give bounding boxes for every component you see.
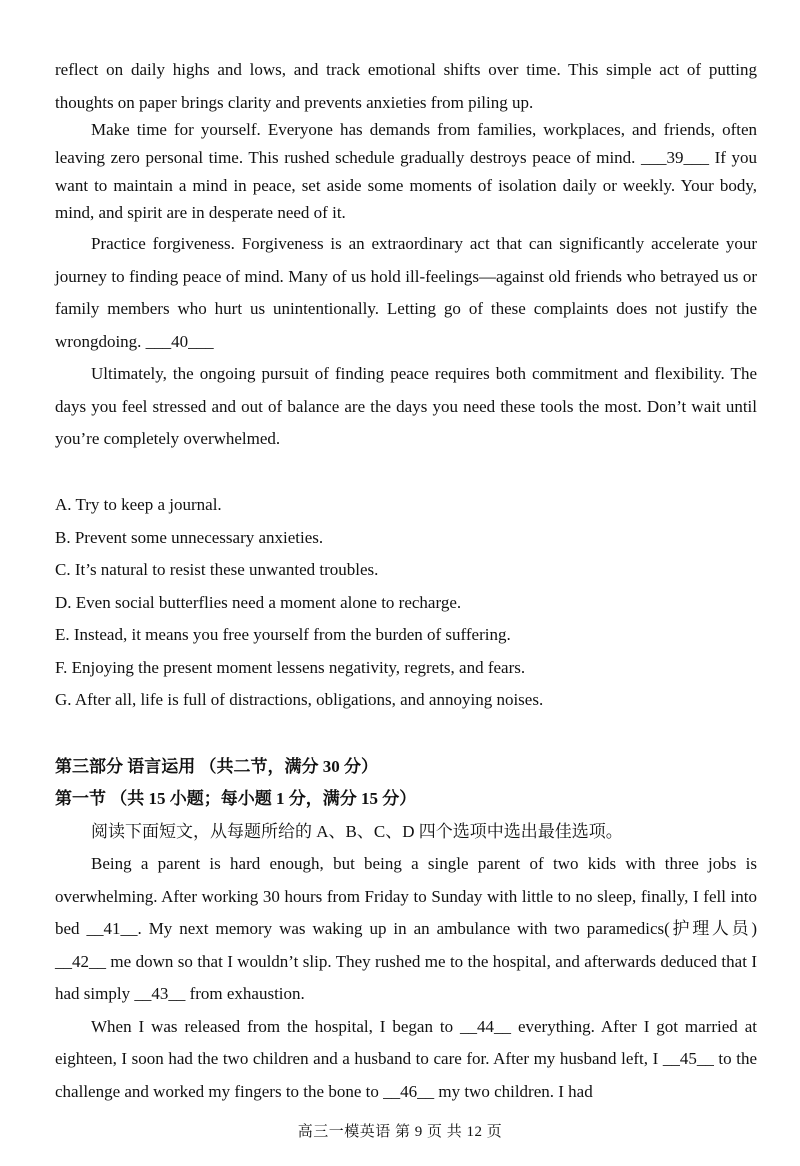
passage-section-4: [55, 358, 757, 456]
section-title: 第一节 （共 15 小题；每小题 1 分，满分 15 分）: [55, 789, 417, 809]
option-c: C. It’s natural to resist these unwanted troubles.: [55, 560, 379, 579]
part-title: 第三部分 语言运用 （共二节，满分 30 分）: [55, 757, 378, 776]
cloze-paragraph: Being a parent is hard enough, but being a single parent of two kids with three jobs is overwhelming. After working 30 hours from Friday to Sunday with little to no sleep, finally, I fell into bed __41__. My next memory was waking up in an ambulance with two paramedics(护理人员) __42__ me down so that I wouldn’t slip. They rushed me to the hospital, and afterwards deduced that I had simply __43__ from exhaustion.: [55, 854, 757, 1004]
instruction: 阅读下面短文，从每题所给的 A、B、C、D 四个选项中选出最佳选项。: [91, 821, 623, 841]
option-b: B. Prevent some unnecessary anxieties.: [55, 527, 324, 547]
passage-section-3: [55, 228, 757, 358]
option-g: G. After all, life is full of distractions, obligations, and annoying noises.: [55, 690, 544, 709]
passage-section-2: [55, 116, 757, 227]
option-a: A. Try to keep a journal.: [55, 495, 222, 514]
page-footer: 高三一模英语 第 9 页 共 12 页: [297, 1124, 503, 1140]
passage-paragraph: reflect on daily highs and lows, and track emotional shifts over time. This simple act of putting thoughts on paper brings clarity and prevents anxieties from piling up.: [55, 60, 757, 112]
language-use-section: [55, 751, 757, 1108]
answer-options: [55, 489, 757, 717]
passage-paragraph: Practice forgiveness. Forgiveness is an extraordinary act that can significantly accelerate your journey to finding peace of mind. Many of us hold ill-feelings—against old friends who betrayed us or family members who hurt us unintentionally. Letting go of these complaints does not justify the wrongdoing. ___40___: [55, 234, 757, 351]
option-f: F. Enjoying the present moment lessens negativity, regrets, and fears.: [55, 657, 526, 677]
passage-paragraph: Make time for yourself. Everyone has demands from families, workplaces, and friends, often leaving zero personal time. This rushed schedule gradually destroys peace of mind. ___39___ If you want to maintain a mind in peace, set aside some moments of isolation daily or weekly. Your body, mind, and spirit are in desperate need of it.: [55, 120, 757, 223]
passage-paragraph: Ultimately, the ongoing pursuit of finding peace requires both commitment and flexibility. The days you feel stressed and out of balance are the days you need these tools the most. Don’t wait until you’re completely overwhelmed.: [55, 364, 757, 448]
option-e: E. Instead, it means you free yourself from the burden of suffering.: [55, 625, 511, 644]
passage: [55, 54, 757, 119]
cloze-paragraph: When I was released from the hospital, I began to __44__ everything. After I got married at eighteen, I soon had the two children and a husband to care for. After my husband left, I __45__ to the challenge and worked my fingers to the bone to __46__ my two children. I had: [55, 1016, 757, 1101]
option-d: D. Even social butterflies need a moment alone to recharge.: [55, 592, 462, 612]
